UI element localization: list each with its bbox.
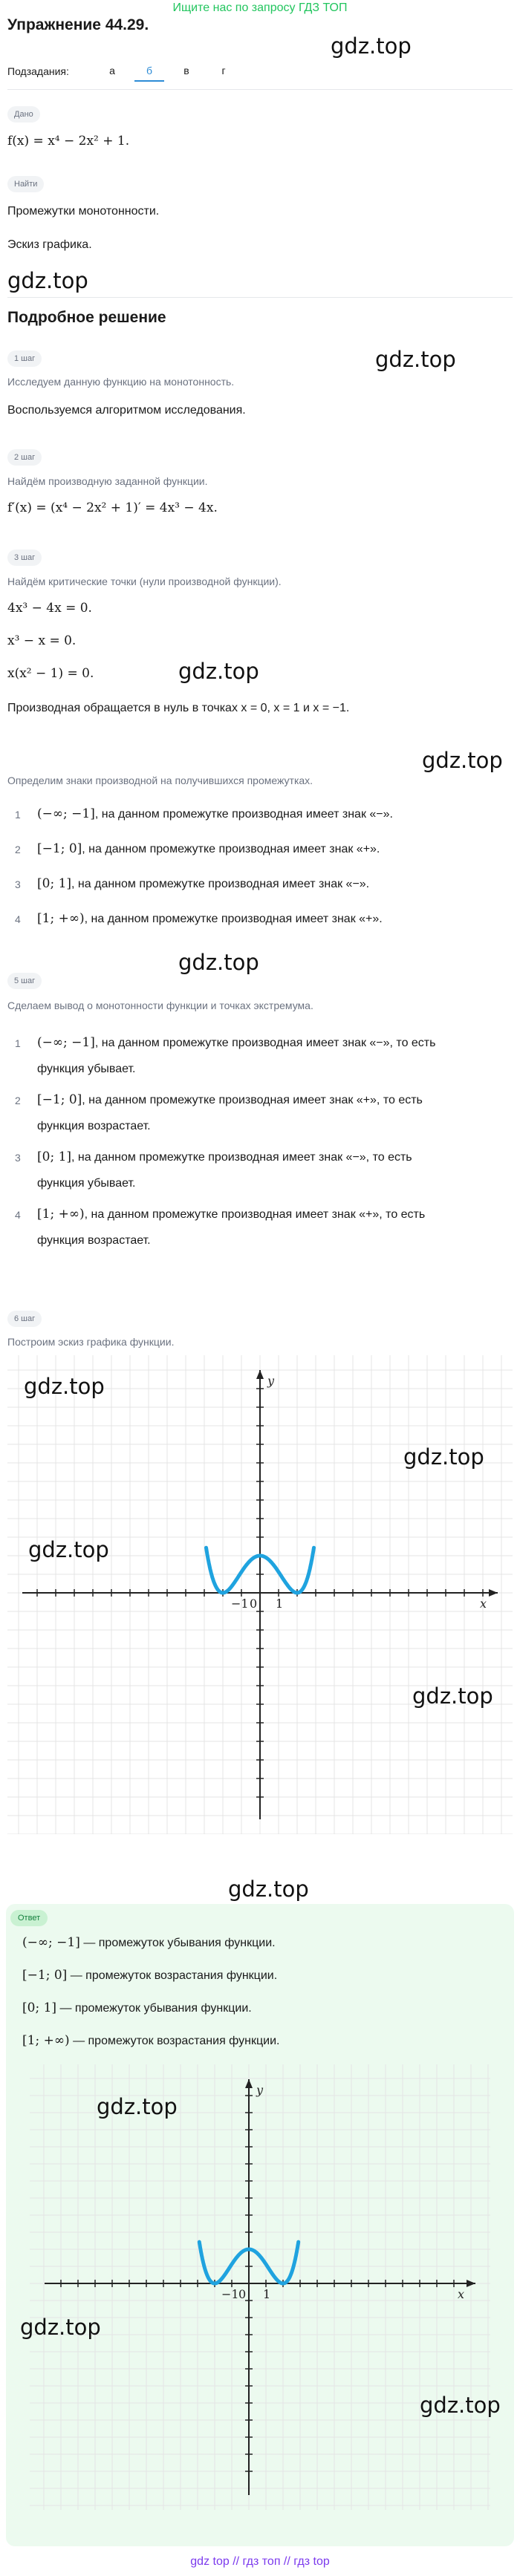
page-title: Упражнение 44.29. <box>7 16 149 33</box>
answer-function-graph <box>30 2064 490 2510</box>
answer-line-1: (−∞; −1] — промежуток убывания функции. <box>22 1935 276 1950</box>
tick-label-1: 1 <box>276 1597 284 1611</box>
find-chip: Найти <box>7 176 44 192</box>
step-5-item-3: [0; 1], на данном промежутке производная имеет знак «−», то есть <box>37 1150 412 1164</box>
watermark: gdz.top <box>375 347 456 372</box>
step-4-item-2: [−1; 0], на данном промежутке производная имеет знак «+». <box>37 841 380 856</box>
tick-label-0: 0 <box>238 2287 247 2301</box>
watermark: gdz.top <box>7 268 88 293</box>
step-5-item-2: [−1; 0], на данном промежутке производная имеет знак «+», то есть <box>37 1092 423 1107</box>
step-5-item-1-cont: функция убывает. <box>37 1063 136 1075</box>
watermark: gdz.top <box>412 1683 493 1709</box>
divider <box>7 297 513 298</box>
step-5-num-4: 4 <box>15 1209 21 1221</box>
step-1-line: Воспользуемся алгоритмом исследования. <box>7 404 246 417</box>
step-5-item-4-cont: функция возрастает. <box>37 1234 151 1247</box>
step-3-desc: Найдём критические точки (нули производной функции). <box>7 575 282 587</box>
step-4-num-3: 3 <box>15 878 21 890</box>
tab-v[interactable]: в <box>183 65 189 76</box>
watermark: gdz.top <box>28 1537 109 1562</box>
answer-line-2: [−1; 0] — промежуток возрастания функции. <box>22 1968 278 1983</box>
step-3-conclusion: Производная обращается в нуль в точках x = 0, x = 1 и x = −1. <box>7 702 350 714</box>
step-5-item-4: [1; +∞), на данном промежутке производная имеет знак «+», то есть <box>37 1207 426 1222</box>
watermark: gdz.top <box>24 1374 105 1399</box>
step-3-eq-1: 4x³ − 4x = 0. <box>7 601 92 616</box>
divider <box>7 89 513 90</box>
answer-chip: Ответ <box>10 1910 48 1926</box>
given-formula: f(x) = x⁴ − 2x² + 1. <box>7 134 130 149</box>
watermark: gdz.top <box>420 2393 501 2418</box>
function-graph <box>7 1355 513 1834</box>
step-4-num-4: 4 <box>15 913 21 925</box>
step-5-item-2-cont: функция возрастает. <box>37 1120 151 1132</box>
watermark: gdz.top <box>403 1444 484 1470</box>
answer-line-4: [1; +∞) — промежуток возрастания функции. <box>22 2033 280 2048</box>
subtasks-label: Подзадания: <box>7 65 69 77</box>
watermark: gdz.top <box>228 1876 309 1902</box>
tick-label-0: 0 <box>250 1597 258 1611</box>
watermark: gdz.top <box>97 2094 178 2119</box>
step-3-chip: 3 шаг <box>7 550 42 566</box>
step-2-desc: Найдём производную заданной функции. <box>7 475 208 487</box>
step-4-desc: Определим знаки производной на получившихся промежутках. <box>7 775 313 786</box>
tab-b[interactable]: б <box>134 62 164 82</box>
tick-label-minus-1: −1 <box>221 2287 239 2301</box>
search-hint-link[interactable]: Ищите нас по запросу ГДЗ ТОП <box>172 1 348 14</box>
step-3-eq-2: x³ − x = 0. <box>7 633 77 648</box>
step-3-eq-3: x(x² − 1) = 0. <box>7 666 94 681</box>
y-axis-arrow <box>256 1370 264 1379</box>
step-1-desc: Исследуем данную функцию на монотонность. <box>7 376 235 388</box>
step-4-item-1: (−∞; −1], на данном промежутке производная имеет знак «−». <box>37 806 393 821</box>
step-5-item-3-cont: функция убывает. <box>37 1177 136 1190</box>
step-5-chip: 5 шаг <box>7 973 42 989</box>
step-5-num-2: 2 <box>15 1095 21 1106</box>
footer-links[interactable]: gdz top // гдз топ // гдз top <box>190 2555 330 2568</box>
y-axis-label: y <box>256 2083 264 2097</box>
tab-a[interactable]: а <box>109 65 115 76</box>
step-2-chip: 2 шаг <box>7 449 42 466</box>
step-4-num-2: 2 <box>15 844 21 855</box>
step-5-num-1: 1 <box>15 1037 21 1049</box>
tick-label-minus-1: −1 <box>231 1597 249 1611</box>
step-4-num-1: 1 <box>15 809 21 821</box>
watermark: gdz.top <box>422 748 503 773</box>
watermark: gdz.top <box>178 950 259 975</box>
find-item-1: Промежутки монотонности. <box>7 205 160 218</box>
step-5-desc: Сделаем вывод о монотонности функции и точках экстремума. <box>7 1000 313 1011</box>
x-axis-arrow <box>489 1589 498 1597</box>
watermark: gdz.top <box>178 659 259 684</box>
step-5-num-3: 3 <box>15 1152 21 1164</box>
step-5-item-1: (−∞; −1], на данном промежутке производная имеет знак «−», то есть <box>37 1035 436 1050</box>
y-axis-arrow <box>245 2079 253 2088</box>
step-4-item-4: [1; +∞), на данном промежутке производная имеет знак «+». <box>37 911 383 926</box>
find-item-2: Эскиз графика. <box>7 238 92 251</box>
step-2-derivative: f′(x) = (x⁴ − 2x² + 1)′ = 4x³ − 4x. <box>7 500 218 515</box>
watermark: gdz.top <box>331 33 412 59</box>
answer-line-3: [0; 1] — промежуток убывания функции. <box>22 2001 252 2015</box>
step-6-desc: Построим эскиз графика функции. <box>7 1336 175 1348</box>
x-axis-label: x <box>480 1597 487 1611</box>
step-1-chip: 1 шаг <box>7 350 42 367</box>
y-axis-label: y <box>267 1374 275 1388</box>
tick-label-1: 1 <box>263 2287 271 2301</box>
step-4-item-3: [0; 1], на данном промежутке производная имеет знак «−». <box>37 876 370 891</box>
solution-heading: Подробное решение <box>7 309 166 326</box>
tab-g[interactable]: г <box>221 65 226 76</box>
x-axis-label: x <box>458 2287 465 2301</box>
given-chip: Дано <box>7 106 40 123</box>
step-6-chip: 6 шаг <box>7 1311 42 1327</box>
watermark: gdz.top <box>20 2315 101 2340</box>
